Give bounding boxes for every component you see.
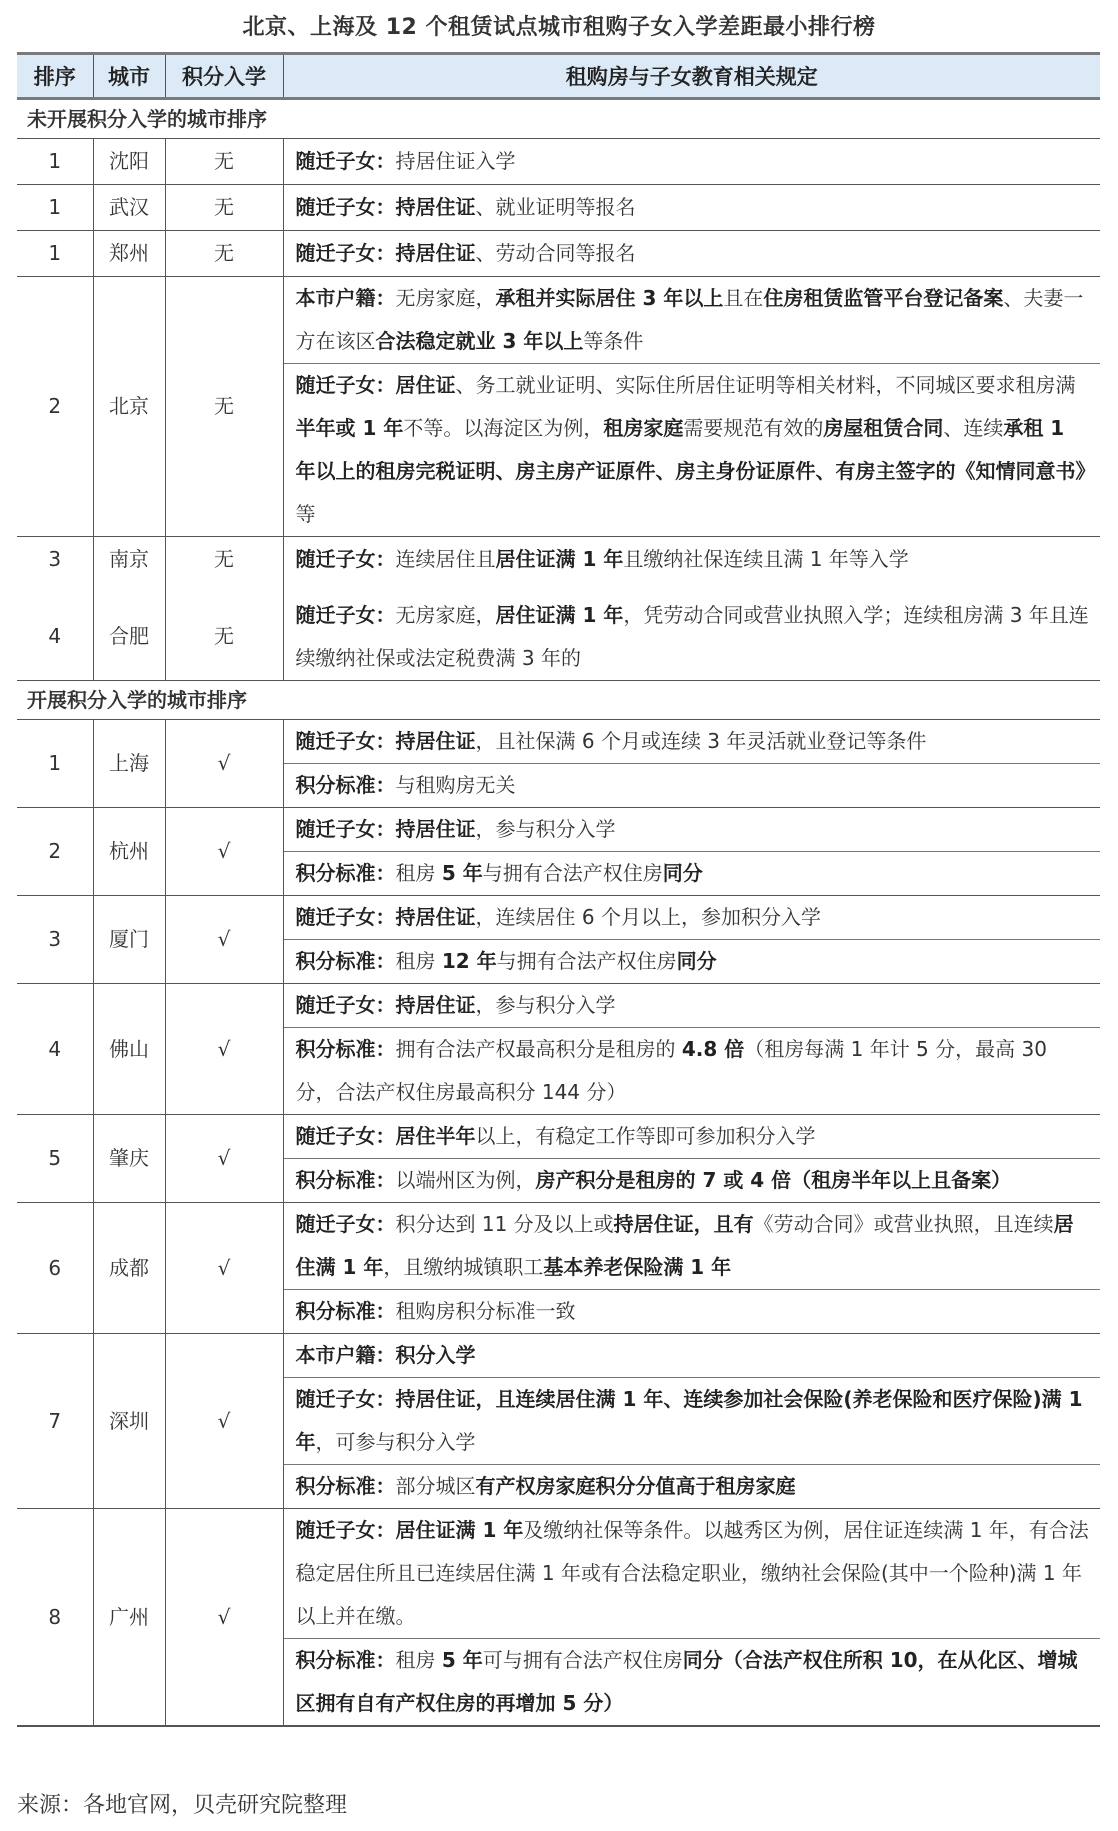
table-row: 积分标准：以端州区为例，房产积分是租房的 7 或 4 倍（租房半年以上且备案） xyxy=(17,1159,1100,1203)
section-header-no-points: 未开展积分入学的城市排序 xyxy=(17,99,1100,139)
header-points: 积分入学 xyxy=(165,54,283,99)
table-row: 2 杭州 √ 随迁子女：持居住证，参与积分入学 xyxy=(17,808,1100,852)
table-row: 4 合肥 无 随迁子女：无房家庭，居住证满 1 年，凭劳动合同或营业执照入学；连续租房满 3 年且连续缴纳社保或法定税费满 3 年的 xyxy=(17,582,1100,681)
source-note: 来源：各地官网，贝壳研究院整理 xyxy=(17,1793,348,1818)
table-row: 积分标准：租购房积分标准一致 xyxy=(17,1290,1100,1334)
table-row: 积分标准：拥有合法产权最高积分是租房的 4.8 倍（租房每满 1 年计 5 分，最高 30 分，合法产权住房最高积分 144 分） xyxy=(17,1028,1100,1115)
table-row: 3 南京 无 随迁子女：连续居住且居住证满 1 年且缴纳社保连续且满 1 年等入学 xyxy=(17,537,1100,583)
table-row: 积分标准：部分城区有产权房家庭积分分值高于租房家庭 xyxy=(17,1465,1100,1509)
table-row: 4 佛山 √ 随迁子女：持居住证，参与积分入学 xyxy=(17,984,1100,1028)
table-row: 随迁子女：居住证、务工就业证明、实际住所居住证明等相关材料，不同城区要求租房满半年或 1 年不等。以海淀区为例，租房家庭需要规范有效的房屋租赁合同、连续承租 1 年以上的租房完税证明、房主房产证原件、房主身份证原件、有房主签字的《知情同意书》等 xyxy=(17,364,1100,537)
policy-table xyxy=(17,52,1100,1727)
table-row: 3 厦门 √ 随迁子女：持居住证，连续居住 6 个月以上，参加积分入学 xyxy=(17,896,1100,940)
header-rank: 排序 xyxy=(17,54,93,99)
table-row: 6 成都 √ 随迁子女：积分达到 11 分及以上或持居住证，且有《劳动合同》或营业执照，且连续居住满 1 年，且缴纳城镇职工基本养老保险满 1 年 xyxy=(17,1203,1100,1290)
table-row: 2 北京 无 本市户籍：无房家庭，承租并实际居住 3 年以上且在住房租赁监管平台登记备案、夫妻一方在该区合法稳定就业 3 年以上等条件 xyxy=(17,277,1100,364)
header-rules: 租购房与子女教育相关规定 xyxy=(283,54,1100,99)
table-row: 积分标准：租房 5 年与拥有合法产权住房同分 xyxy=(17,852,1100,896)
table-row: 随迁子女：持居住证，且连续居住满 1 年、连续参加社会保险(养老保险和医疗保险)满 1 年，可参与积分入学 xyxy=(17,1378,1100,1465)
table-title: 北京、上海及 12 个租赁试点城市租购子女入学差距最小排行榜 xyxy=(242,15,876,40)
table-row: 积分标准：租房 5 年可与拥有合法产权住房同分（合法产权住所积 10，在从化区、增城区拥有自有产权住房的再增加 5 分） xyxy=(17,1639,1100,1727)
header-row xyxy=(17,54,1100,99)
table-row: 积分标准：与租购房无关 xyxy=(17,764,1100,808)
table-row: 8 广州 √ 随迁子女：居住证满 1 年及缴纳社保等条件。以越秀区为例，居住证连续满 1 年，有合法稳定居住所且已连续居住满 1 年或有合法稳定职业，缴纳社会保险(其中一个险种)满 1 年以上并在缴。 xyxy=(17,1509,1100,1639)
table-row: 7 深圳 √ 本市户籍：积分入学 xyxy=(17,1334,1100,1378)
section-header-points: 开展积分入学的城市排序 xyxy=(17,681,1100,720)
table-row: 1 沈阳 无 随迁子女：持居住证入学 xyxy=(17,139,1100,185)
table-row: 5 肇庆 √ 随迁子女：居住半年以上，有稳定工作等即可参加积分入学 xyxy=(17,1115,1100,1159)
table-row: 1 上海 √ 随迁子女：持居住证，且社保满 6 个月或连续 3 年灵活就业登记等条件 xyxy=(17,720,1100,764)
table-row: 1 武汉 无 随迁子女：持居住证、就业证明等报名 xyxy=(17,185,1100,231)
table-row: 积分标准：租房 12 年与拥有合法产权住房同分 xyxy=(17,940,1100,984)
header-city: 城市 xyxy=(93,54,165,99)
table-row: 1 郑州 无 随迁子女：持居住证、劳动合同等报名 xyxy=(17,231,1100,277)
